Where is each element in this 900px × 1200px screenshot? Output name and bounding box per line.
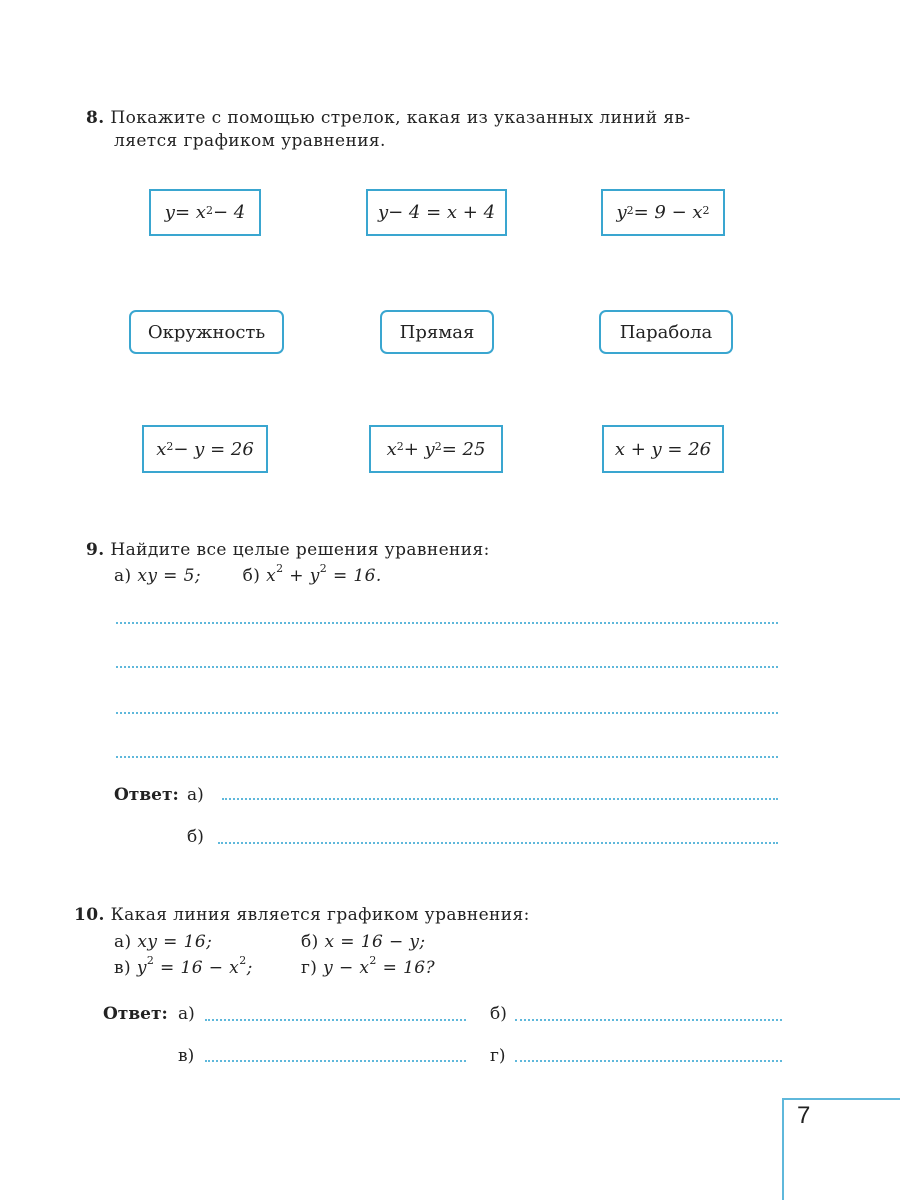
task8-number: 8.	[86, 108, 105, 128]
task10-part-c	[114, 954, 253, 978]
task9-b-sup2: 2	[319, 562, 328, 576]
work-line-1[interactable]	[116, 622, 778, 624]
task9-b-sup1: 2	[276, 562, 284, 576]
task10-d-part: y − x	[323, 958, 370, 978]
task10-d-label: г)	[301, 958, 318, 978]
task10-answer-b-line[interactable]	[515, 1019, 782, 1021]
task10-answer-label: Ответ:	[103, 1004, 168, 1024]
eq3-y: y	[616, 202, 627, 223]
task10-answer-a-line[interactable]	[205, 1019, 466, 1021]
work-line-3[interactable]	[116, 712, 778, 714]
work-line-2[interactable]	[116, 666, 778, 668]
task10-number: 10.	[74, 905, 105, 925]
task10-answer-b-label: б)	[490, 1004, 507, 1024]
task9-text: Найдите все целые решения уравнения:	[110, 540, 490, 560]
equation-box-5[interactable]: x $^2$ + y $^2$ = 25	[369, 425, 503, 473]
eq6: x + y = 26	[614, 438, 712, 460]
eq3-part: = 9 − x	[633, 202, 703, 223]
task10-c-tail: ;	[246, 958, 253, 978]
task10-part-b	[301, 932, 426, 952]
task10-c-label: в)	[114, 958, 132, 978]
task9-part-a-label: а)	[114, 566, 132, 586]
eq5-part: + y	[403, 438, 435, 460]
task10-d-sup: 2	[369, 954, 377, 968]
curve-line[interactable]: Прямая	[380, 310, 494, 354]
task9-answer-label: Ответ:	[114, 785, 179, 805]
task10-answer-c-line[interactable]	[205, 1060, 466, 1062]
task9-parts	[114, 562, 382, 586]
eq2-y: y	[377, 202, 389, 223]
page-number: 7	[797, 1102, 811, 1129]
task10-line1	[74, 905, 530, 925]
task9-answer-a-line[interactable]	[222, 798, 778, 800]
eq4-part: − y = 26	[173, 438, 254, 460]
task8-text-1: Покажите с помощью стрелок, какая из указанных линий яв-	[110, 108, 691, 128]
task10-c-sup2: 2	[239, 954, 247, 968]
curve-circle[interactable]: Окружность	[129, 310, 284, 354]
task9-number: 9.	[86, 540, 105, 560]
task10-d-tail: = 16?	[376, 958, 436, 978]
task9-b-x: x	[266, 566, 277, 586]
eq5-x: x	[386, 438, 397, 460]
equation-box-4[interactable]: x $^2$ − y = 26	[142, 425, 268, 473]
equation-box-3[interactable]: y $^2$ = 9 − x $^2$	[601, 189, 725, 236]
task9-part-b-label: б)	[242, 566, 261, 586]
task10-answer-c-label: в)	[178, 1046, 195, 1066]
task9-part-a-eq: xy = 5;	[137, 566, 201, 586]
task9-b-tail: = 16.	[327, 566, 382, 586]
task9-answer-a-label: а)	[187, 785, 204, 805]
equation-box-1[interactable]: y = x $^2$ − 4	[149, 189, 261, 236]
task10-b-eq: x = 16 − y;	[324, 932, 426, 952]
task10-a-eq: xy = 16;	[137, 932, 213, 952]
task9-b-y: + y	[283, 566, 320, 586]
eq1-part: = x	[174, 202, 206, 223]
task10-a-label: а)	[114, 932, 132, 952]
eq4-x: x	[156, 438, 167, 460]
task10-c-y: y	[136, 958, 147, 978]
task10-answer-a-label: а)	[178, 1004, 195, 1024]
equation-box-6[interactable]	[602, 425, 724, 473]
work-line-4[interactable]	[116, 756, 778, 758]
task9-line1	[86, 540, 490, 560]
task10-answer-d-label: г)	[490, 1046, 506, 1066]
task10-answer-d-line[interactable]	[515, 1060, 782, 1062]
task10-part-a	[114, 932, 212, 952]
eq2-part: − 4 = x + 4	[388, 202, 496, 223]
task10-c-part: = 16 − x	[154, 958, 240, 978]
task9-answer-b-line[interactable]	[218, 842, 778, 844]
task9-answer-b-label: б)	[187, 827, 204, 847]
eq1-tail: − 4	[212, 202, 246, 223]
eq5-tail: = 25	[441, 438, 486, 460]
task8-line2: ляется графиком уравнения.	[114, 131, 386, 151]
eq1-y: y	[164, 202, 175, 223]
task10-part-d	[301, 954, 436, 978]
curve-parabola[interactable]: Парабола	[599, 310, 733, 354]
task10-b-label: б)	[301, 932, 319, 952]
equation-box-2[interactable]	[366, 189, 507, 236]
task10-text: Какая линия является графиком уравнения:	[110, 905, 530, 925]
task10-c-sup1: 2	[146, 954, 155, 968]
task8-line1	[86, 108, 691, 128]
